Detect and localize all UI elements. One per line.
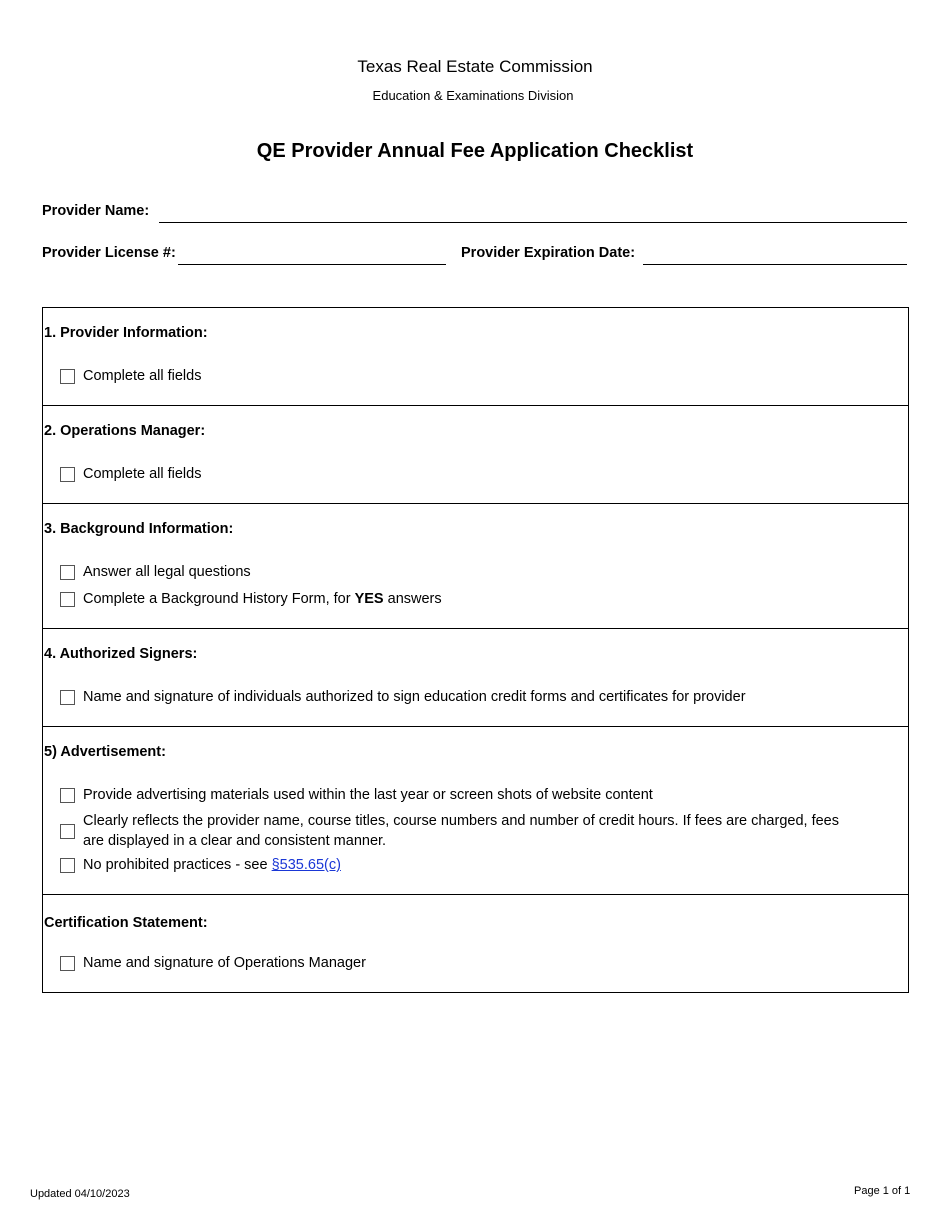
item-text — [83, 857, 341, 874]
checkbox[interactable] — [60, 369, 75, 384]
provider-name-field[interactable] — [159, 222, 907, 223]
section-certification-statement — [43, 895, 908, 992]
page-number: Page 1 of 1 — [854, 1185, 911, 1197]
checkbox[interactable] — [60, 690, 75, 705]
provider-expiration-field[interactable] — [643, 264, 907, 265]
provider-license-field[interactable] — [178, 264, 446, 265]
section-authorized-signers — [43, 629, 908, 727]
provider-license-label: Provider License #: — [42, 245, 176, 261]
item-text-emphasis: YES — [354, 591, 384, 607]
item-text — [83, 591, 442, 608]
provider-name-label: Provider Name: — [42, 203, 150, 219]
organization-name: Texas Real Estate Commission — [357, 57, 593, 76]
item-text: Name and signature of individuals authorized to sign education credit forms and certificates for provider — [83, 689, 746, 705]
section-heading: 5) Advertisement: — [44, 744, 166, 760]
section-heading: 1. Provider Information: — [44, 325, 208, 341]
item-text: Complete all fields — [83, 368, 202, 384]
item-text-part: Complete a Background History Form, for — [83, 591, 351, 607]
item-text: Provide advertising materials used within the last year or screen shots of website content — [83, 787, 653, 803]
checkbox[interactable] — [60, 467, 75, 482]
section-heading: 4. Authorized Signers: — [44, 646, 198, 662]
item-text-part: answers — [387, 591, 442, 607]
checkbox[interactable] — [60, 788, 75, 803]
item-text: Name and signature of Operations Manager — [83, 955, 366, 971]
updated-date: Updated 04/10/2023 — [30, 1188, 130, 1200]
section-heading: Certification Statement: — [44, 915, 208, 931]
section-background-information — [43, 504, 908, 629]
item-text-part: No prohibited practices - see — [83, 857, 268, 873]
section-heading: 2. Operations Manager: — [44, 423, 206, 439]
section-operations-manager — [43, 406, 908, 504]
provider-expiration-label: Provider Expiration Date: — [461, 245, 636, 261]
division-name: Education & Examinations Division — [372, 88, 574, 103]
checkbox[interactable] — [60, 858, 75, 873]
checkbox[interactable] — [60, 824, 75, 839]
item-text: Clearly reflects the provider name, course titles, course numbers and number of credit hours. If fees are charged, fees are displayed in a clear and consistent manner. — [83, 813, 839, 849]
page-title: QE Provider Annual Fee Application Checklist — [256, 140, 694, 162]
checklist-table — [42, 307, 909, 993]
checkbox[interactable] — [60, 565, 75, 580]
checkbox[interactable] — [60, 592, 75, 607]
section-advertisement — [43, 727, 908, 895]
rule-535-65c-link[interactable]: §535.65(c) — [271, 857, 341, 873]
item-text: Complete all fields — [83, 466, 202, 482]
item-text: Answer all legal questions — [83, 564, 251, 580]
section-heading: 3. Background Information: — [44, 521, 234, 537]
section-provider-information — [43, 308, 908, 406]
checkbox[interactable] — [60, 956, 75, 971]
